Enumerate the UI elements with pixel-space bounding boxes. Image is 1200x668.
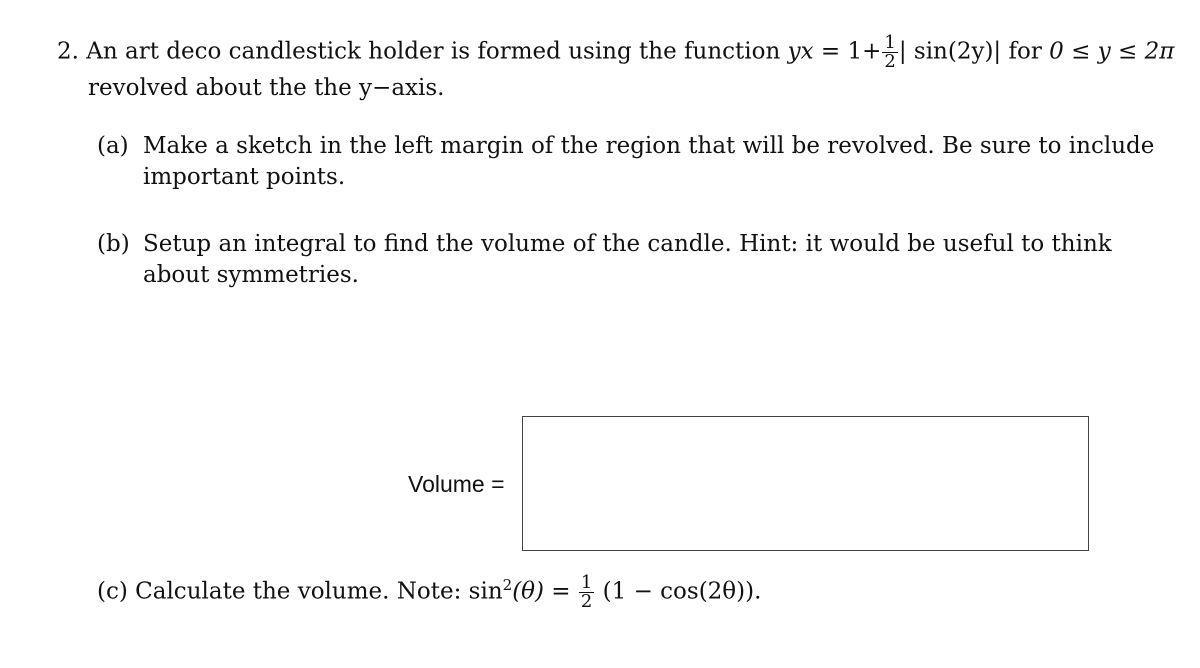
part-c-arg: (θ) — [512, 578, 544, 605]
function-frac-num: 1 — [884, 32, 896, 53]
problem-statement-line2: revolved about the the y−axis. — [88, 75, 445, 101]
function-fraction — [882, 34, 897, 71]
part-a-line2: important points. — [143, 164, 346, 190]
part-c-text: Calculate the volume. Note: — [135, 578, 462, 605]
function-one-plus: 1+ — [847, 38, 882, 65]
volume-answer-box[interactable] — [522, 416, 1089, 551]
part-c-equals: = — [551, 578, 571, 605]
part-c-sup: 2 — [502, 575, 513, 594]
part-c — [97, 574, 761, 611]
part-c-sin: sin — [468, 578, 503, 605]
part-b-label: (b) — [97, 231, 130, 257]
problem-number: 2. — [57, 38, 79, 65]
part-c-rhs: (1 − cos(2θ)). — [602, 578, 762, 605]
function-equals: = — [820, 38, 841, 65]
function-frac-den: 2 — [884, 51, 896, 72]
part-a-label: (a) — [97, 133, 129, 159]
function-lhs: yx — [787, 38, 814, 65]
problem-statement — [57, 34, 1174, 71]
part-c-frac-num: 1 — [580, 572, 593, 593]
function-domain: 0 ≤ y ≤ 2π — [1049, 38, 1175, 65]
part-c-label: (c) — [97, 578, 128, 605]
statement-prefix: An art deco candlestick holder is formed using the function — [86, 38, 781, 65]
part-c-fraction — [579, 574, 594, 611]
part-b-line2: about symmetries. — [143, 262, 359, 288]
part-a-line1: Make a sketch in the left margin of the region that will be revolved. Be sure to include — [143, 133, 1155, 159]
function-domain-word: for — [1008, 38, 1042, 65]
part-b-line1: Setup an integral to find the volume of the candle. Hint: it would be useful to think — [143, 231, 1112, 257]
part-c-frac-den: 2 — [580, 591, 593, 612]
volume-label: Volume = — [408, 471, 505, 497]
function-abs-expr: | sin(2y)| — [898, 38, 1002, 65]
